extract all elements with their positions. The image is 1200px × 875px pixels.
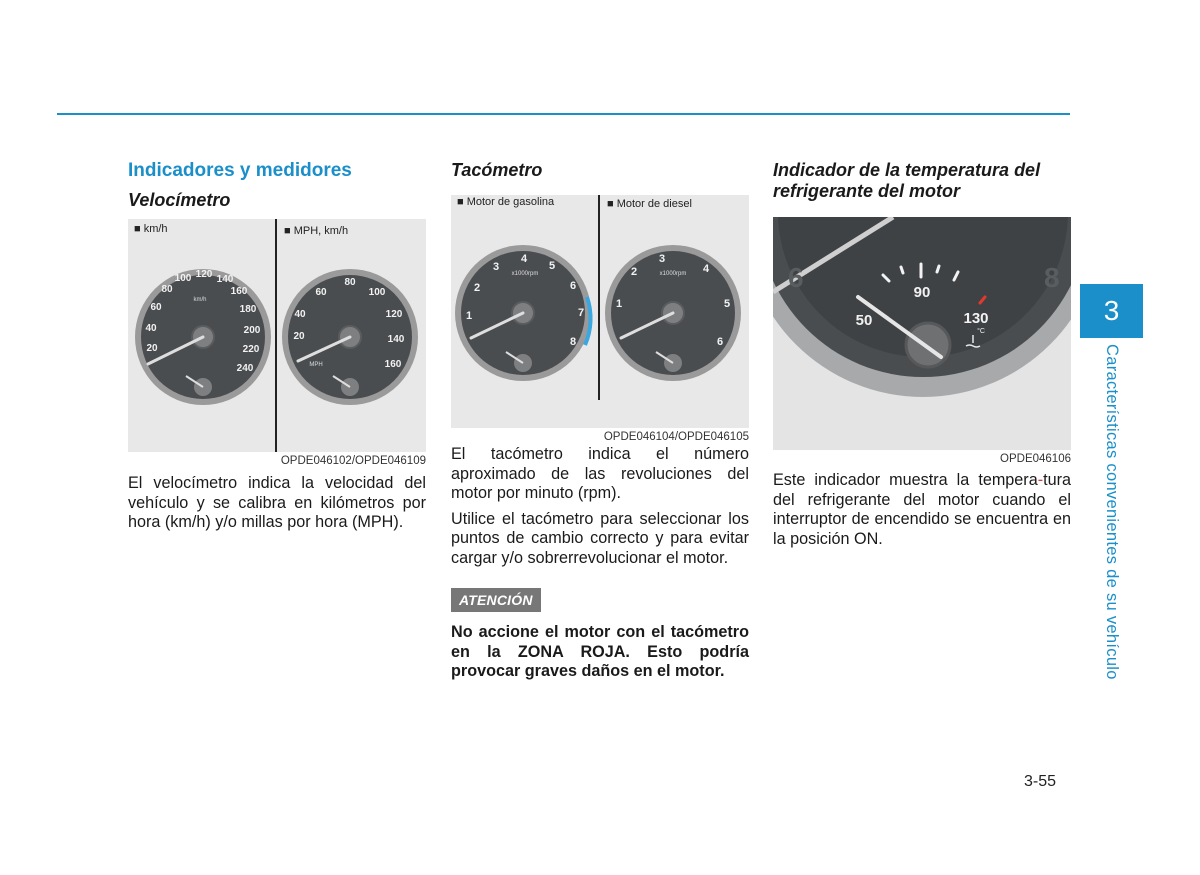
coolant-heading: Indicador de la temperatura del refrigerante del motor (773, 160, 1041, 201)
column-speedometer (128, 160, 426, 533)
attention-label: ATENCIÓN (451, 588, 541, 612)
coolant-text: Este indicador muestra la tempera-tura del refrigerante del motor cuando el interruptor de encendido se encuentra en la posición ON. (773, 471, 1071, 548)
header-rule (57, 113, 1070, 115)
svg-text:180: 180 (239, 304, 257, 315)
tachometer-heading: Tacómetro (451, 160, 543, 180)
svg-text:7: 7 (577, 307, 585, 319)
svg-text:20: 20 (146, 343, 158, 354)
tachometer-unit-diesel: x1000rpm (659, 271, 687, 277)
tachometer-gauges-svg (451, 195, 749, 428)
chapter-title: Características convenientes de su vehículo (1103, 344, 1121, 680)
tachometer-figure (451, 195, 749, 428)
speedometer-label-mph: ■ MPH, km/h (284, 225, 349, 237)
coolant-unit: °C (977, 328, 985, 335)
svg-text:3: 3 (658, 253, 666, 265)
speedometer-text: El velocímetro indica la velocidad del vehículo y se calibra en kilómetros por hora (km/h) y/o millas por hora (MPH). (128, 474, 426, 531)
svg-text:120: 120 (385, 309, 403, 320)
svg-text:40: 40 (294, 309, 306, 320)
svg-text:6: 6 (788, 262, 804, 293)
speedometer-unit-kmh: km/h (193, 297, 207, 303)
svg-text:8: 8 (569, 336, 577, 348)
column-tachometer (451, 160, 749, 682)
speedometer-gauge-kmh (135, 269, 271, 405)
svg-text:60: 60 (315, 287, 327, 298)
svg-text:6: 6 (716, 336, 724, 348)
coolant-tick-130: 130 (963, 310, 989, 327)
tachometer-text-1: El tacómetro indica el número aproximado de las revoluciones del motor por minuto (rpm). (451, 445, 749, 502)
svg-text:2: 2 (630, 266, 638, 278)
page-number: 3-55 (1024, 773, 1057, 790)
svg-text:4: 4 (702, 263, 710, 275)
svg-text:120: 120 (195, 269, 213, 280)
chapter-title-vertical (1099, 344, 1121, 680)
svg-text:220: 220 (242, 344, 260, 355)
coolant-figure (773, 217, 1071, 450)
tachometer-label-diesel: ■ Motor de diesel (607, 198, 692, 210)
svg-text:4: 4 (520, 253, 528, 265)
svg-text:160: 160 (384, 359, 402, 370)
svg-text:160: 160 (230, 286, 248, 297)
tachometer-unit-gasoline: x1000rpm (511, 271, 539, 277)
svg-text:1: 1 (465, 310, 473, 322)
column-coolant (773, 160, 1071, 549)
svg-text:1: 1 (615, 298, 623, 310)
svg-text:100: 100 (368, 287, 386, 298)
tachometer-text-2: Utilice el tacómetro para seleccionar los puntos de cambio correcto y para evitar cargar y/o sobrerrevolucionar el motor. (451, 509, 749, 567)
svg-text:80: 80 (161, 284, 173, 295)
coolant-tick-50: 50 (855, 312, 873, 329)
attention-warning: No accione el motor con el tacómetro en la ZONA ROJA. Esto podría provocar graves daños en el motor. (451, 623, 749, 680)
speedometer-unit-mph: MPH (309, 362, 323, 368)
svg-text:8: 8 (1044, 262, 1060, 293)
tachometer-gauge-gasoline (455, 245, 591, 381)
speedometer-gauges-svg (128, 219, 426, 452)
svg-text:5: 5 (723, 298, 731, 310)
svg-text:3: 3 (492, 261, 500, 273)
svg-text:200: 200 (243, 325, 261, 336)
speedometer-heading: Velocímetro (128, 190, 231, 210)
svg-text:5: 5 (548, 260, 556, 272)
svg-text:6: 6 (569, 280, 577, 292)
svg-text:20: 20 (293, 331, 305, 342)
speedometer-caption: OPDE046102/OPDE046109 (280, 455, 426, 467)
svg-text:40: 40 (145, 323, 157, 334)
svg-text:60: 60 (150, 302, 162, 313)
coolant-gauge-svg (773, 217, 1071, 450)
chapter-number-tab: 3 (1080, 284, 1143, 338)
svg-text:2: 2 (473, 282, 481, 294)
svg-text:100: 100 (174, 273, 192, 284)
speedometer-gauge-mph (282, 269, 418, 405)
svg-text:140: 140 (387, 334, 405, 345)
svg-text:80: 80 (344, 277, 356, 288)
coolant-tick-90: 90 (913, 284, 931, 301)
svg-text:240: 240 (236, 363, 254, 374)
svg-text:140: 140 (216, 274, 234, 285)
tachometer-label-gasoline: ■ Motor de gasolina (457, 196, 555, 208)
section-title: Indicadores y medidores (128, 160, 352, 181)
tachometer-caption: OPDE046104/OPDE046105 (603, 431, 749, 443)
tachometer-gauge-diesel (605, 245, 741, 381)
attention-box (451, 588, 749, 612)
speedometer-figure (128, 219, 426, 452)
coolant-caption: OPDE046106 (1000, 453, 1071, 465)
speedometer-label-kmh: ■ km/h (134, 223, 168, 235)
